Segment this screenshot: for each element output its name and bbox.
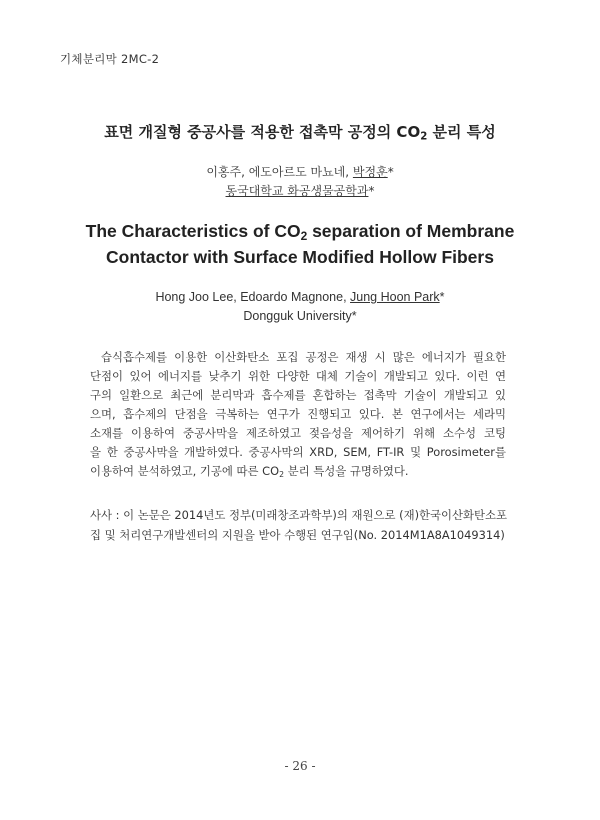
korean-corresponding-mark: * — [387, 165, 394, 179]
korean-authors — [0, 163, 600, 180]
korean-title-subscript: 2 — [420, 131, 428, 143]
acknowledgment-line: 집 및 처리연구개발센터의 지원을 받아 수행된 연구임(No. 2014M1A8A1049314) — [90, 528, 505, 542]
abstract-line-last — [90, 462, 506, 481]
korean-affiliation-mark: * — [368, 184, 375, 198]
abstract-line-text-end: 분리 특성을 규명하였다. — [284, 464, 409, 478]
abstract-line-text: 이용하여 분석하였고, 기공에 따른 CO — [90, 464, 280, 478]
session-code: 기체분리막 2MC-2 — [60, 52, 160, 66]
english-title — [0, 218, 600, 270]
english-corresponding-author: Jung Hoon Park — [350, 290, 440, 304]
english-title-subscript: 2 — [300, 228, 308, 243]
korean-author-names: 이홍주, 에도아르도 마뇨네, — [206, 165, 353, 179]
korean-title-text: 표면 개질형 중공사를 적용한 접촉막 공정의 CO — [104, 123, 421, 141]
english-authors — [0, 290, 600, 304]
english-title-line-2: Contactor with Surface Modified Hollow Fibers — [106, 247, 494, 267]
abstract — [90, 348, 506, 481]
english-affiliation: Dongguk University* — [243, 309, 357, 323]
english-title-text: The Characteristics of CO — [85, 221, 301, 241]
english-title-line-1 — [0, 218, 600, 244]
abstract-line: 구의 일환으로 최근에 분리막과 흡수제를 혼합하는 접촉막 기술이 개발되고 있 — [90, 388, 506, 402]
korean-title — [0, 121, 600, 142]
korean-title-text-end: 분리 특성 — [427, 123, 496, 141]
abstract-line: 습식흡수제를 이용한 이산화탄소 포집 공정은 재생 시 많은 에너지가 필요한 — [101, 350, 506, 364]
english-corresponding-mark: * — [439, 290, 445, 304]
acknowledgment — [90, 505, 506, 545]
abstract-line: 을 한 중공사막을 개발하였다. 중공사막의 XRD, SEM, FT-IR 및 Porosimeter를 — [90, 445, 506, 459]
abstract-subscript: 2 — [279, 469, 285, 479]
korean-corresponding-author: 박정훈 — [352, 165, 388, 179]
abstract-line: 단점이 있어 에너지를 낮추기 위한 다양한 대체 기술이 개발되고 있다. 이런 연 — [90, 369, 506, 383]
english-author-names: Hong Joo Lee, Edoardo Magnone, — [155, 290, 351, 304]
korean-affiliation-name: 동국대학교 화공생물공학과 — [225, 184, 369, 198]
korean-affiliation — [0, 182, 600, 199]
acknowledgment-line: 사사 : 이 논문은 2014년도 정부(미래창조과학부)의 재원으로 (재)한국이산화탄소포 — [90, 508, 508, 522]
english-title-text-end: separation of Membrane — [307, 221, 515, 241]
abstract-line: 으며, 흡수제의 단점을 극복하는 연구가 진행되고 있다. 본 연구에서는 세라믹 — [90, 407, 506, 421]
abstract-line: 소재를 이용하여 중공사막을 제조하였고 젖음성을 제어하기 위해 소수성 코팅 — [90, 426, 506, 440]
page-number: - 26 - — [284, 759, 316, 773]
